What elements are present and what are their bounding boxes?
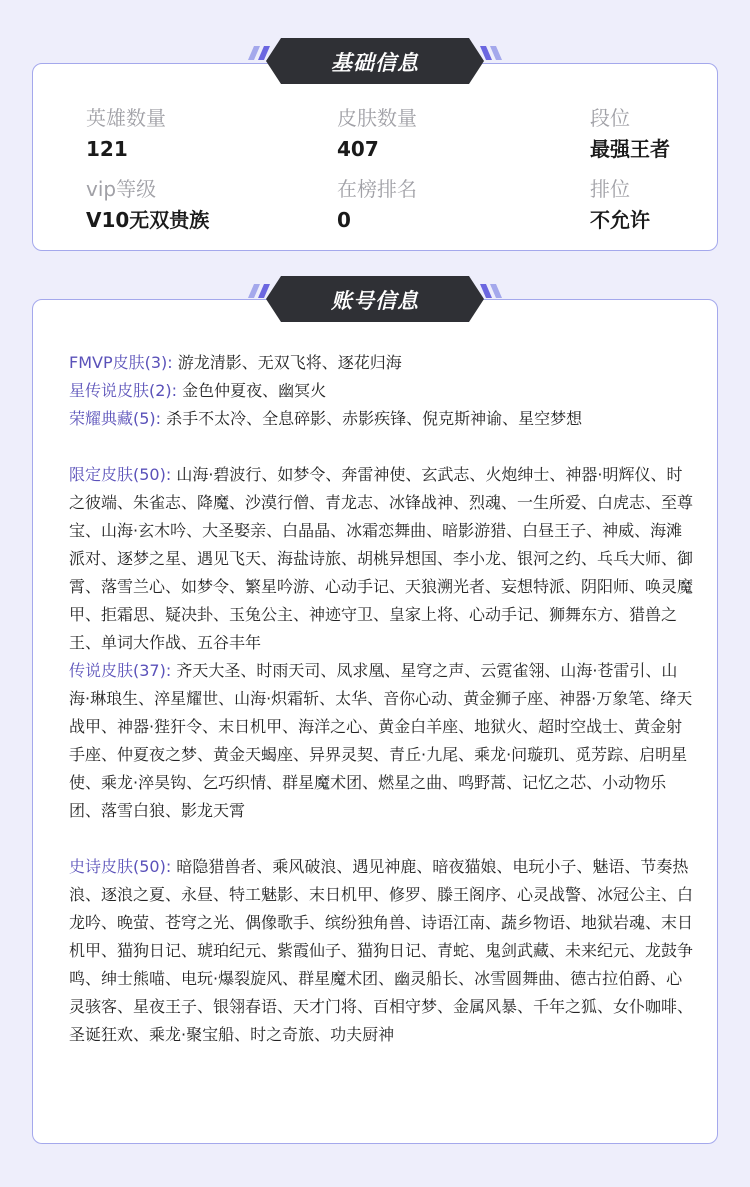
skin-category-label: 限定皮肤(50): [69, 465, 172, 484]
skin-names: 暗隐猎兽者、乘风破浪、遇见神鹿、暗夜猫娘、电玩小子、魅语、节奏热浪、逐浪之夏、永昼、特工魅影、末日机甲、修罗、滕王阁序、心灵战警、冰冠公主、白龙吟、晚萤、苍穹之光、偶像歌手、缤纷独角兽、诗语江南、蔬乡物语、地狱岩魂、末日机甲、猫狗日记、琥珀纪元、紫霞仙子、猫狗日记、青蛇、鬼剑武藏、未来纪元、龙鼓争鸣、绅士熊喵、电玩·爆裂旋风、群星魔术团、幽灵船长、冰雪圆舞曲、德古拉伯爵、心灵骇客、星夜王子、银翎春语、天才门将、百相守梦、金属风暴、千年之狐、女仆咖啡、圣诞狂欢、乘龙·聚宝船、时之奇旅、功夫厨神 [69, 857, 694, 1044]
skin-names: 游龙清影、无双飞将、逐花归海 [177, 353, 402, 372]
account-info-title-tab [0, 276, 750, 324]
paragraph-spacer [69, 433, 693, 461]
skin-group-glory [69, 405, 693, 433]
skin-names: 齐天大圣、时雨天司、凤求凰、星穹之声、云霓雀翎、山海·苍雷引、山海·琳琅生、淬星耀世、山海·炽霜斩、太华、音你心动、黄金狮子座、神器·万象笔、绛天战甲、神器·狴犴令、末日机甲、海洋之心、黄金白羊座、地狱火、超时空战士、黄金射手座、仲夏夜之梦、黄金天蝎座、异界灵契、青丘·九尾、乘龙·问璇玑、觅芳踪、启明星使、乘龙·淬昊钩、乞巧织情、群星魔术团、燃星之曲、鸣野蒿、记忆之芯、小动物乐团、落雪白狼、影龙天霄 [69, 661, 693, 820]
stat-rank-tier [590, 105, 750, 162]
skin-names: 山海·碧波行、如梦令、奔雷神使、玄武志、火炮绅士、神器·明辉仪、时之彼端、朱雀志、降魔、沙漠行僧、青龙志、冰锋战神、烈魂、一生所爱、白虎志、至尊宝、山海·玄木吟、大圣娶亲、白晶晶、冰霜恋舞曲、暗影游猎、白昼王子、神威、海滩派对、逐梦之星、遇见飞天、海盐诗旅、胡桃异想国、李小龙、银河之约、乓乓大师、御霄、落雪兰心、如梦令、繁星吟游、心动手记、天狼溯光者、妄想特派、阴阳师、唤灵魔甲、拒霜思、疑决卦、玉兔公主、神迹守卫、皇家上将、心动手记、狮舞东方、猎兽之王、单词大作战、五谷丰年 [69, 465, 694, 652]
stat-label: 段位 [590, 106, 630, 130]
stat-value: V10无双贵族 [86, 208, 210, 232]
stat-value: 407 [337, 137, 379, 161]
skin-category-label: 史诗皮肤(50): [69, 857, 172, 876]
skin-group-limited [69, 461, 693, 657]
skin-group-star-legend [69, 377, 693, 405]
stat-label: 排位 [590, 177, 630, 201]
stat-vip-level [86, 176, 286, 233]
stat-label: 皮肤数量 [337, 106, 417, 130]
stat-label: 在榜排名 [337, 177, 417, 201]
stat-label: 英雄数量 [86, 106, 166, 130]
skin-names: 杀手不太冷、全息碎影、赤影疾锋、倪克斯神谕、星空梦想 [166, 409, 583, 428]
skin-group-fmvp [69, 349, 693, 377]
stat-label: vip等级 [86, 177, 157, 201]
skin-category-label: FMVP皮肤(3): [69, 353, 173, 372]
skin-category-label: 荣耀典藏(5): [69, 409, 162, 428]
stat-leaderboard-rank [337, 176, 537, 233]
account-info-card [32, 299, 718, 1144]
skin-category-label: 传说皮肤(37): [69, 661, 172, 680]
skin-list [69, 349, 693, 1049]
basic-info-title: 基础信息 [331, 51, 419, 75]
skin-category-label: 星传说皮肤(2): [69, 381, 178, 400]
stat-value: 不允许 [590, 208, 650, 232]
stat-value: 0 [337, 208, 351, 232]
stat-value: 最强王者 [590, 137, 670, 161]
stat-hero-count [86, 105, 286, 162]
skin-group-legend [69, 657, 693, 825]
stat-skin-count [337, 105, 537, 162]
skin-group-epic [69, 853, 693, 1049]
basic-info-card [32, 63, 718, 251]
basic-info-title-tab [0, 38, 750, 86]
stat-value: 121 [86, 137, 128, 161]
paragraph-spacer [69, 825, 693, 853]
stat-ranked-allowed [590, 176, 750, 233]
account-info-title: 账号信息 [331, 289, 419, 313]
skin-names: 金色仲夏夜、幽冥火 [182, 381, 327, 400]
